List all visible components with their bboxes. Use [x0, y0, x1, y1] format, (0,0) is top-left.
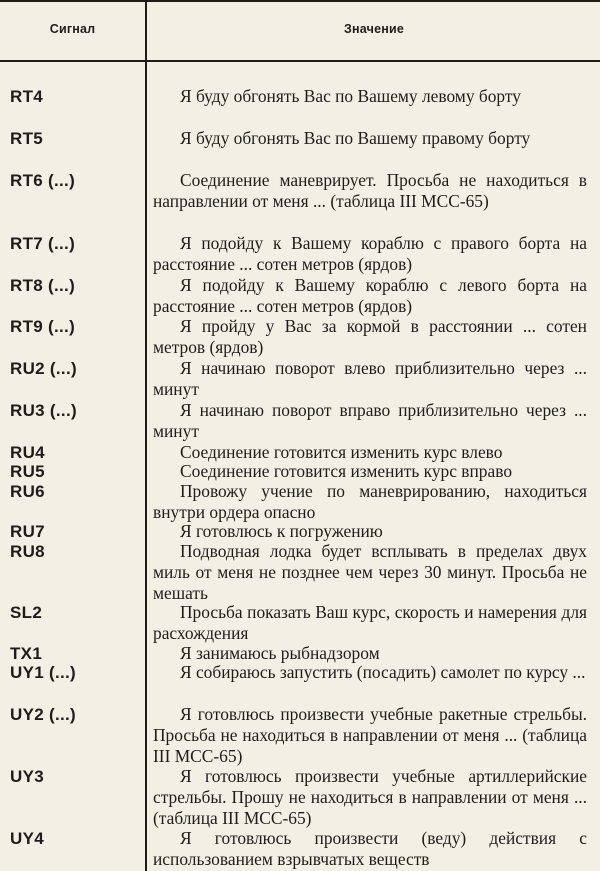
signal-meaning: Просьба показать Ваш курс, скорость и намерения для расхождения	[153, 602, 587, 643]
signal-code: UY2 (...)	[10, 705, 76, 724]
header-value-label: Значение	[343, 22, 405, 36]
signal-meaning: Я готовлюсь произвести (веду) действия с использованием взрывчатых веществ	[153, 828, 587, 869]
signal-code: RT4	[10, 87, 44, 106]
signal-code: RU2 (...)	[10, 359, 77, 378]
signal-code: RU5	[10, 462, 45, 481]
signal-meaning: Я начинаю поворот влево приблизительно через ... минут	[153, 358, 587, 399]
signal-code: SL2	[10, 603, 43, 622]
signal-code: RT9 (...)	[10, 317, 76, 336]
header-top-rule	[0, 0, 600, 2]
signal-code: RU4	[10, 443, 45, 462]
signal-code: RT6 (...)	[10, 171, 76, 190]
signal-meaning: Провожу учение по маневрированию, находиться внутри ордера опасно	[153, 481, 587, 522]
column-divider	[145, 0, 147, 871]
signal-code: UY3	[10, 767, 44, 786]
signal-code: RU6	[10, 482, 45, 501]
signal-code: RU8	[10, 542, 45, 561]
signal-meaning: Соединение готовится изменить курс влево	[180, 442, 503, 462]
signal-code: RT5	[10, 129, 44, 148]
signal-meaning: Я собираюсь запустить (посадить) самолет по курсу ...	[180, 662, 586, 682]
signal-code: RT8 (...)	[10, 276, 76, 295]
table-header	[0, 0, 600, 60]
signal-meaning: Я буду обгонять Вас по Вашему левому борту	[180, 86, 521, 106]
signal-code: RU7	[10, 522, 45, 541]
signal-meaning: Я пройду у Вас за кормой в расстоянии ... сотен метров (ярдов)	[153, 316, 587, 357]
signal-meaning: Я готовлюсь произвести учебные ракетные стрельбы. Просьба не находиться в направлении от меня ... (таблица III МСС-65)	[153, 704, 587, 766]
signal-code: UY4	[10, 829, 44, 848]
signal-meaning: Я буду обгонять Вас по Вашему правому борту	[180, 128, 531, 148]
signal-code: UY1 (...)	[10, 663, 76, 682]
header-signal-label: Сигнал	[49, 22, 96, 36]
signal-meaning: Соединение готовится изменить курс вправо	[180, 461, 513, 481]
signal-meaning: Подводная лодка будет всплывать в пределах двух миль от меня не позднее чем через 30 минут. Просьба не мешать	[153, 541, 587, 603]
signal-meaning: Я подойду к Вашему кораблю с правого борта на расстояние ... сотен метров (ярдов)	[153, 233, 587, 274]
signal-code: TX1	[10, 644, 43, 663]
signal-meaning: Я подойду к Вашему кораблю с левого борта на расстояние ... сотен метров (ярдов)	[153, 275, 587, 316]
signal-meaning: Соединение маневрирует. Просьба не находиться в направлении от меня ... (таблица III МСС-65)	[153, 170, 587, 211]
header-bottom-rule	[0, 60, 600, 62]
signal-meaning: Я начинаю поворот вправо приблизительно через ... минут	[153, 400, 587, 441]
signal-code: RU3 (...)	[10, 401, 77, 420]
signal-meaning: Я занимаюсь рыбнадзором	[180, 643, 380, 663]
signal-meaning: Я готовлюсь к погружению	[180, 521, 383, 541]
signal-meaning: Я готовлюсь произвести учебные артиллерийские стрельбы. Прошу не находиться в направлении от меня ... (таблица III МСС-65)	[153, 766, 587, 828]
signal-code: RT7 (...)	[10, 234, 76, 253]
